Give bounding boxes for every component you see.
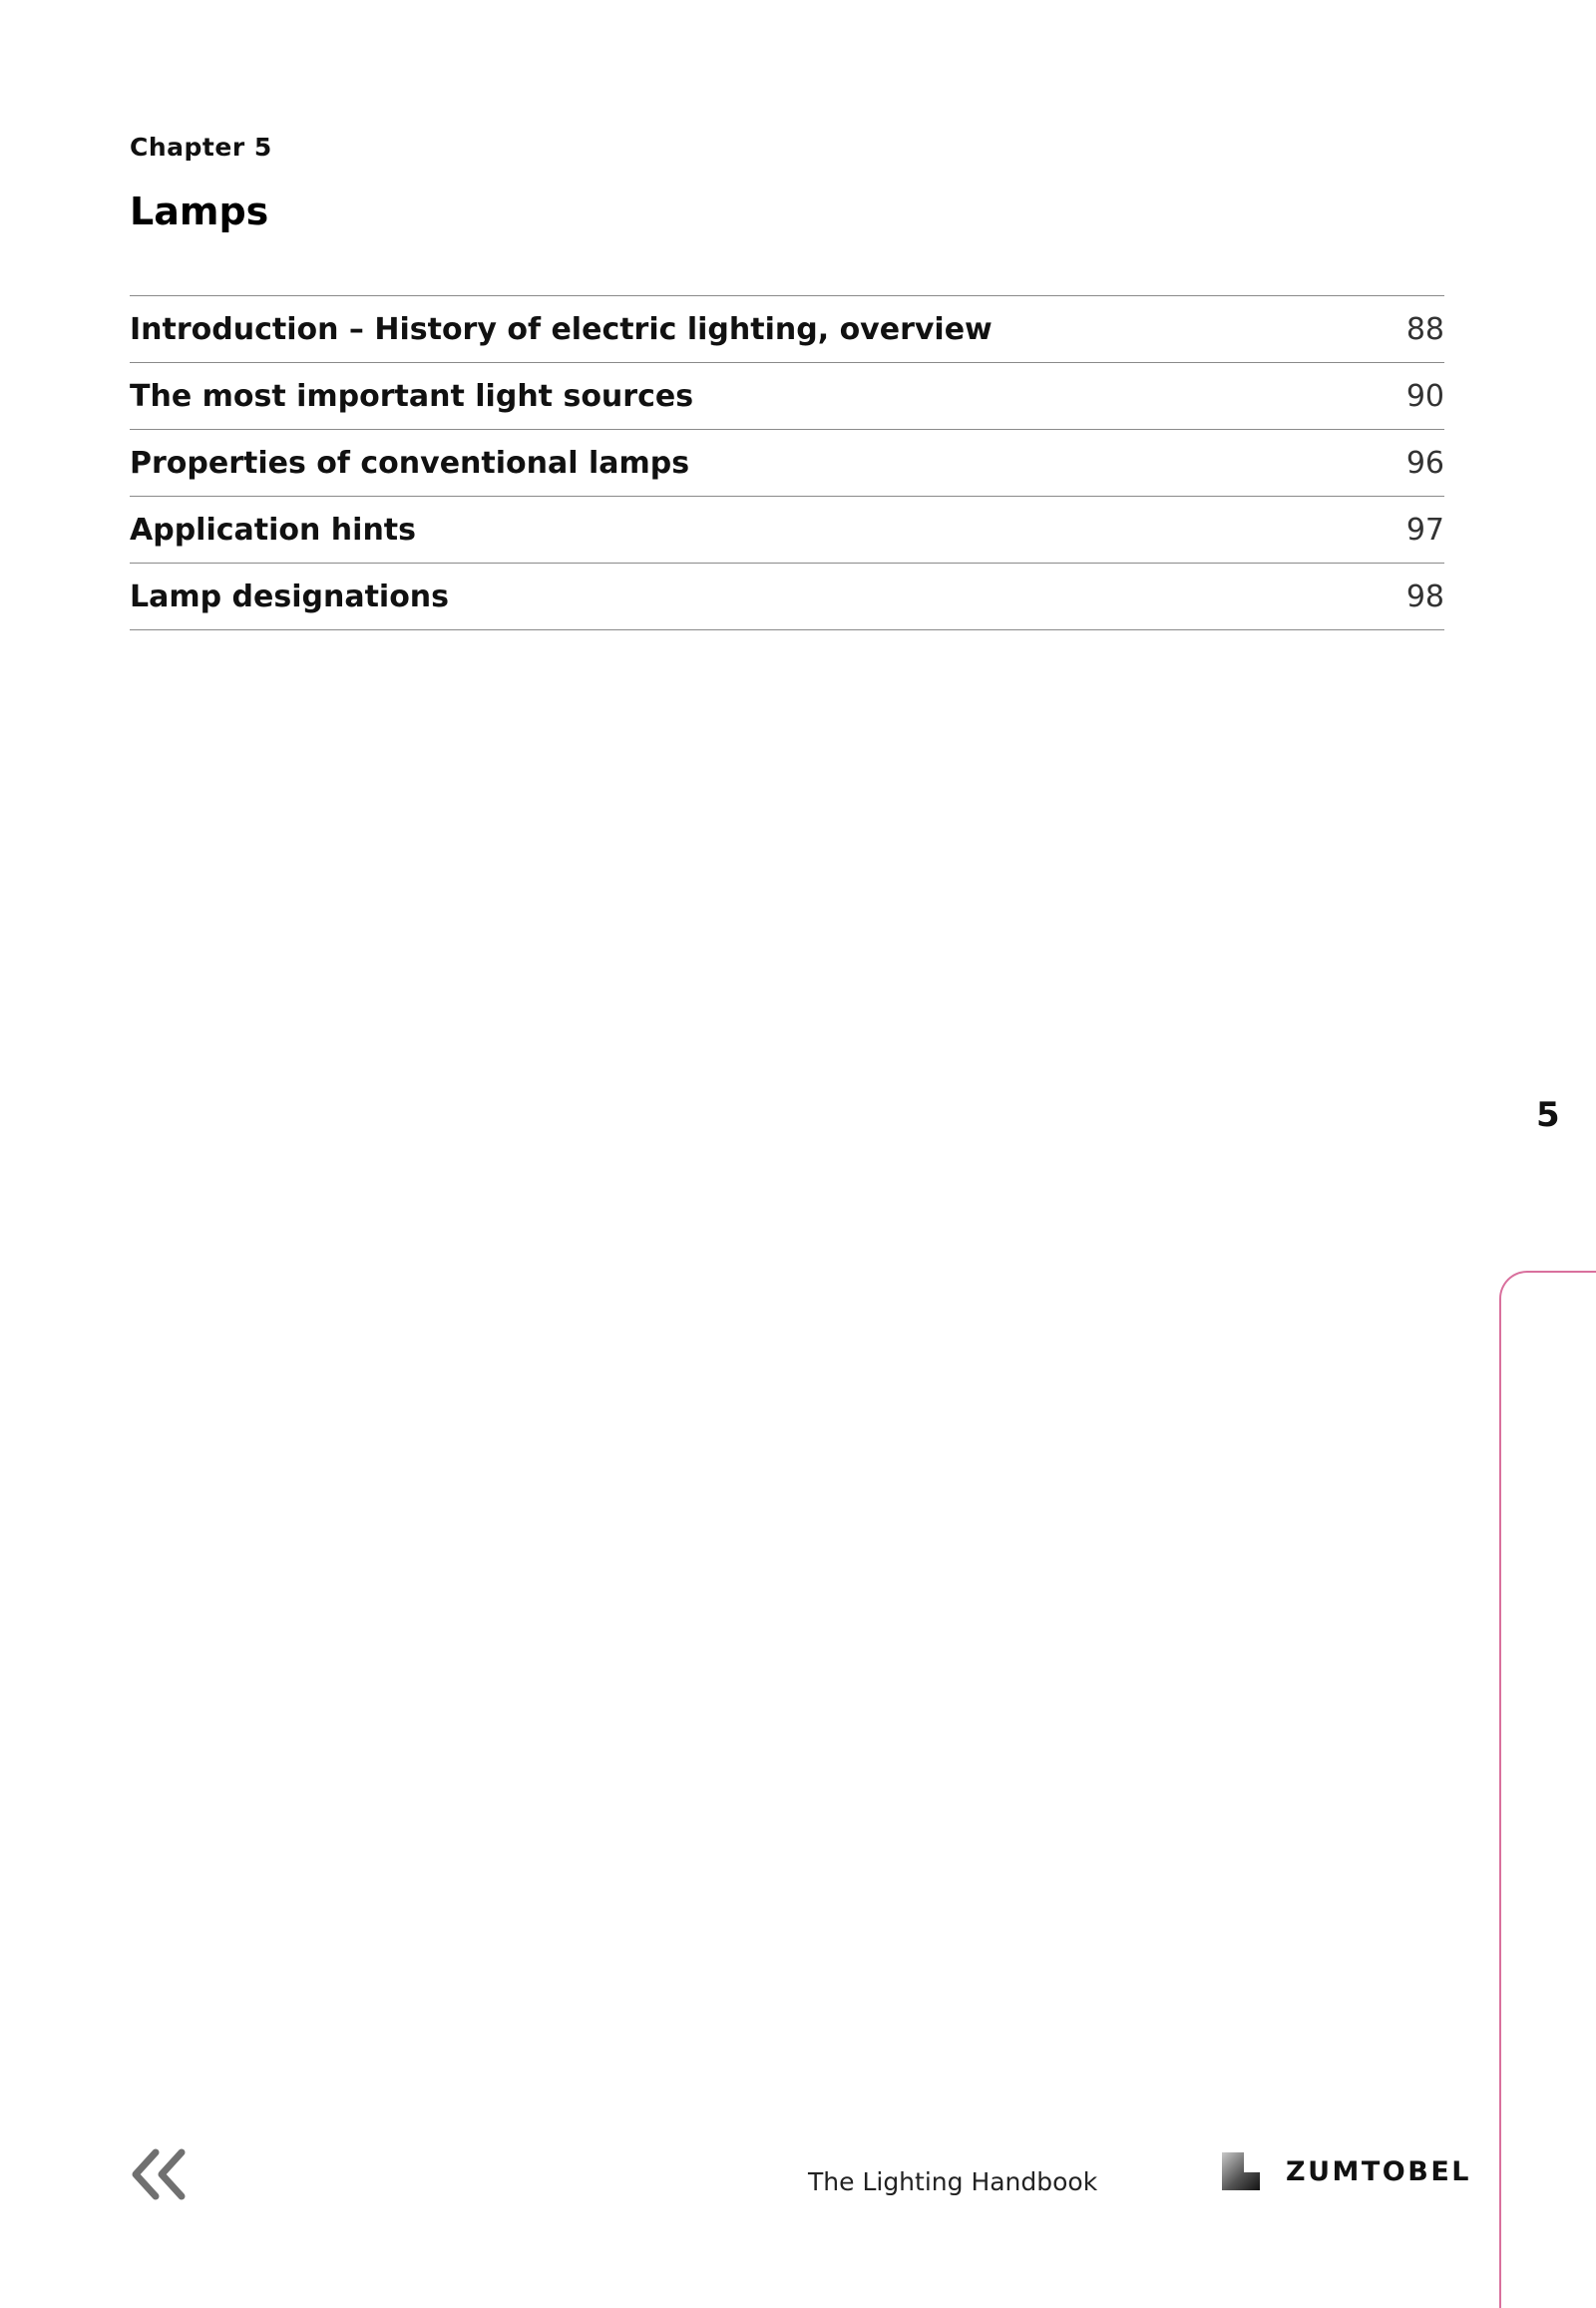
toc-entry-page: 90 [1405,378,1444,414]
toc-entry-light-sources[interactable] [130,363,1444,430]
toc-entry-page: 88 [1405,311,1444,347]
toc-entry-title: Properties of conventional lamps [130,445,690,481]
double-chevron-left-icon [126,2146,192,2202]
brand-mark-icon [1222,2152,1260,2190]
chapter-label: Chapter 5 [130,133,272,162]
toc-entry-title: Application hints [130,512,416,548]
toc-entry-lamp-designations[interactable] [130,564,1444,630]
brand-logo [1222,2151,1471,2191]
toc-entry-application-hints[interactable] [130,497,1444,564]
chapter-title: Lamps [130,190,269,233]
toc-entry-properties[interactable] [130,430,1444,497]
toc-entry-title: Lamp designations [130,578,450,614]
table-of-contents [130,295,1444,630]
toc-entry-introduction[interactable] [130,296,1444,363]
toc-entry-page: 97 [1405,512,1444,548]
chapter-tab[interactable] [1499,1271,1596,2308]
toc-entry-title: Introduction – History of electric lighting, overview [130,311,993,347]
toc-entry-page: 96 [1405,445,1444,481]
back-button[interactable] [126,2146,192,2202]
chapter-number-marker: 5 [1536,1095,1560,1135]
brand-name: ZUMTOBEL [1286,2155,1471,2187]
toc-entry-title: The most important light sources [130,378,694,414]
toc-entry-page: 98 [1405,578,1444,614]
book-title: The Lighting Handbook [808,2167,1098,2196]
